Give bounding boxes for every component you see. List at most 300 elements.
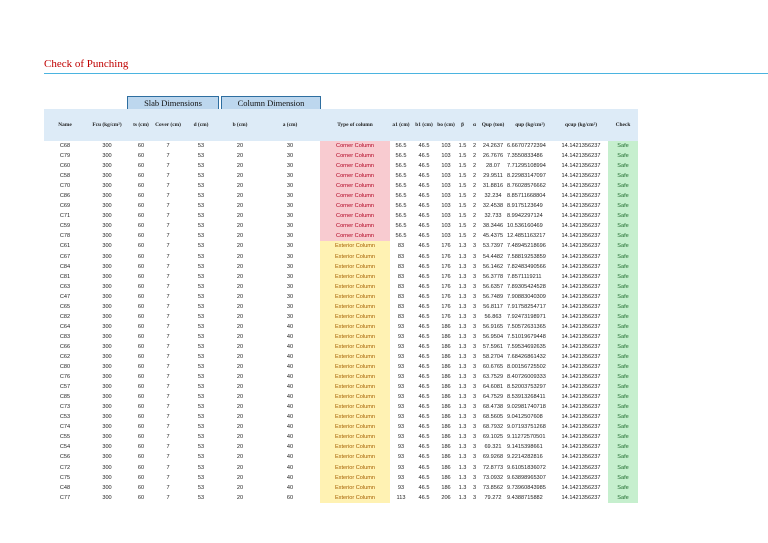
table-cell: 14.1421356237 [561, 293, 601, 300]
table-cell: 7 [166, 263, 170, 270]
table-row [44, 312, 638, 322]
table-cell: 103 [441, 173, 451, 180]
table-cell: Safe [608, 442, 638, 452]
table-cell: 46.5 [418, 313, 430, 320]
table-cell: 53 [197, 464, 205, 471]
table-cell: 46.5 [418, 273, 430, 280]
table-cell: 3 [472, 384, 477, 391]
table-cell: 186 [441, 414, 451, 421]
table-cell: 46.5 [418, 404, 430, 411]
table-cell: C60 [59, 163, 71, 170]
table-cell: 53 [197, 333, 205, 340]
table-cell: C59 [59, 223, 71, 230]
table-cell: 93 [397, 414, 405, 421]
table-cell: 14.1421356237 [561, 494, 601, 501]
sheet-title: Check of Punching [44, 58, 129, 70]
table-cell: 40 [286, 444, 294, 451]
table-cell: 60 [137, 183, 145, 190]
table-cell: 1.3 [458, 484, 467, 491]
table-cell: 7 [166, 474, 170, 481]
table-cell: 58.2704 [482, 354, 504, 360]
table-cell: 186 [441, 424, 451, 431]
table-cell: 20 [236, 333, 244, 340]
table-cell: 83 [397, 253, 405, 260]
table-cell: 46.5 [418, 434, 430, 441]
table-cell: 30 [286, 233, 294, 240]
table-cell: 20 [236, 374, 244, 381]
table-cell: 2 [472, 163, 477, 170]
table-cell: 20 [236, 263, 244, 270]
table-cell: Exterior Column [320, 322, 390, 332]
table-cell: 176 [441, 303, 451, 310]
table-cell: 14.1421356237 [561, 374, 601, 381]
table-cell: 93 [397, 364, 405, 371]
table-cell: Corner Column [320, 211, 390, 221]
table-cell: 8.22983147097 [507, 173, 546, 180]
table-cell: 103 [441, 183, 451, 190]
table-cell: 186 [441, 404, 451, 411]
table-cell: 7 [166, 333, 170, 340]
table-cell: 9.61051836072 [507, 464, 546, 471]
table-cell: 1.3 [458, 293, 467, 300]
column-header: b1 (cm) [415, 122, 433, 128]
table-cell: 14.1421356237 [561, 364, 601, 371]
table-row [44, 473, 638, 483]
table-cell: 53.7397 [482, 243, 504, 250]
table-cell: 176 [441, 243, 451, 250]
table-cell: 1.5 [458, 183, 467, 190]
column-header: Fcu (kg/cm²) [92, 122, 122, 128]
table-cell: C81 [59, 273, 71, 280]
table-cell: Exterior Column [320, 262, 390, 272]
table-cell: 176 [441, 293, 451, 300]
table-cell: 46.5 [418, 454, 430, 461]
table-cell: 46.5 [418, 163, 430, 170]
table-cell: 20 [236, 153, 244, 160]
table-cell: 8.53913268411 [507, 394, 546, 401]
table-cell: 1.3 [458, 404, 467, 411]
table-cell: Safe [608, 332, 638, 342]
table-cell: 3 [472, 414, 477, 421]
table-cell: 83 [397, 303, 405, 310]
table-cell: Exterior Column [320, 241, 390, 251]
table-cell: 6.66707272394 [507, 143, 546, 150]
table-cell: 7 [166, 364, 170, 371]
table-cell: 2 [472, 173, 477, 180]
table-cell: 60 [137, 283, 145, 290]
table-cell: 53 [197, 494, 205, 501]
table-cell: 7 [166, 494, 170, 501]
table-cell: 1.3 [458, 494, 467, 501]
table-cell: 7 [166, 424, 170, 431]
table-cell: 20 [236, 303, 244, 310]
table-cell: 14.1421356237 [561, 424, 601, 431]
table-cell: 7 [166, 153, 170, 160]
table-cell: 30 [286, 223, 294, 230]
table-cell: 300 [102, 303, 112, 310]
table-cell: 60 [137, 454, 145, 461]
table-cell: 7 [166, 444, 170, 451]
table-cell: 300 [102, 313, 112, 320]
table-cell: 300 [102, 394, 112, 401]
table-cell: 53 [197, 253, 205, 260]
table-cell: 186 [441, 484, 451, 491]
table-cell: 20 [236, 183, 244, 190]
table-cell: 7.8571119211 [507, 273, 542, 280]
table-cell: 1.5 [458, 213, 467, 220]
table-cell: 7 [166, 464, 170, 471]
table-cell: 53 [197, 153, 205, 160]
table-cell: 7.71295108994 [507, 163, 546, 170]
table-cell: 40 [286, 484, 294, 491]
table-row [44, 422, 638, 432]
table-cell: 60 [137, 173, 145, 180]
table-cell: 68.5605 [482, 414, 504, 421]
table-cell: 60 [137, 213, 145, 220]
table-cell: 7.91758254717 [507, 303, 546, 310]
table-cell: 300 [102, 474, 112, 481]
table-cell: C66 [59, 343, 71, 350]
table-cell: 300 [102, 333, 112, 340]
table-cell: 2 [472, 183, 477, 190]
table-cell: C72 [59, 464, 71, 471]
table-cell: 186 [441, 343, 451, 350]
table-cell: 60 [137, 343, 145, 350]
table-cell: 30 [286, 153, 294, 160]
table-cell: Safe [608, 181, 638, 191]
table-cell: 46.5 [418, 374, 430, 381]
table-cell: C85 [59, 394, 71, 401]
column-header: b (cm) [232, 122, 248, 128]
table-cell: 40 [286, 414, 294, 421]
table-cell: 1.5 [458, 163, 467, 170]
table-cell: Safe [608, 171, 638, 181]
table-cell: Safe [608, 362, 638, 372]
table-cell: 14.1421356237 [561, 163, 601, 170]
table-row [44, 463, 638, 473]
table-cell: 1.3 [458, 243, 467, 250]
table-cell: 46.5 [418, 323, 430, 330]
table-cell: 14.1421356237 [561, 173, 601, 180]
table-row [44, 352, 638, 362]
table-cell: Safe [608, 252, 638, 262]
table-cell: 20 [236, 494, 244, 501]
table-cell: Safe [608, 322, 638, 332]
table-cell: 186 [441, 474, 451, 481]
table-cell: Exterior Column [320, 282, 390, 292]
table-row [44, 362, 638, 372]
table-cell: 14.1421356237 [561, 323, 601, 330]
table-cell: 9.07193751268 [507, 424, 546, 431]
table-cell: 14.1421356237 [561, 454, 601, 461]
table-cell: 300 [102, 323, 112, 330]
table-cell: 9.4388715882 [507, 494, 543, 501]
table-cell: Safe [608, 201, 638, 211]
table-cell: 14.1421356237 [561, 384, 601, 391]
table-cell: 20 [236, 293, 244, 300]
table-cell: 93 [397, 323, 405, 330]
table-cell: 93 [397, 394, 405, 401]
table-cell: Corner Column [320, 231, 390, 241]
table-cell: 60 [137, 394, 145, 401]
table-cell: Exterior Column [320, 302, 390, 312]
table-cell: 7 [166, 293, 170, 300]
table-cell: 20 [236, 323, 244, 330]
table-cell: Safe [608, 292, 638, 302]
table-cell: 7 [166, 183, 170, 190]
table-cell: 64.7529 [482, 394, 504, 401]
table-cell: 46.5 [418, 464, 430, 471]
table-cell: 53 [197, 283, 205, 290]
table-cell: 3 [472, 454, 477, 461]
table-cell: 83 [397, 293, 405, 300]
table-cell: 1.3 [458, 283, 467, 290]
table-cell: 53 [197, 263, 205, 270]
table-cell: 300 [102, 173, 112, 180]
table-cell: 14.1421356237 [561, 333, 601, 340]
table-cell: 7 [166, 253, 170, 260]
table-cell: 68.7932 [482, 424, 504, 431]
table-cell: Safe [608, 151, 638, 161]
table-cell: 56.6357 [482, 283, 504, 290]
table-cell: 1.3 [458, 424, 467, 431]
table-cell: 60 [137, 243, 145, 250]
table-cell: 1.3 [458, 323, 467, 330]
table-cell: 46.5 [418, 364, 430, 371]
table-cell: 32.4538 [482, 203, 504, 210]
table-cell: 60 [137, 484, 145, 491]
column-header: qup (kg/cm²) [515, 122, 545, 128]
table-cell: 93 [397, 474, 405, 481]
table-cell: 30 [286, 313, 294, 320]
table-cell: 20 [236, 444, 244, 451]
table-cell: 3 [472, 474, 477, 481]
table-cell: 40 [286, 474, 294, 481]
table-cell: Exterior Column [320, 272, 390, 282]
table-cell: 60 [286, 494, 294, 501]
table-cell: 300 [102, 283, 112, 290]
table-cell: 46.5 [418, 484, 430, 491]
table-cell: 46.5 [418, 233, 430, 240]
table-cell: 30 [286, 143, 294, 150]
table-cell: 56.5 [395, 203, 407, 210]
table-cell: 53 [197, 444, 205, 451]
table-cell: 46.5 [418, 253, 430, 260]
table-cell: 7 [166, 303, 170, 310]
table-cell: Exterior Column [320, 483, 390, 493]
table-cell: 103 [441, 213, 451, 220]
table-cell: 46.5 [418, 143, 430, 150]
table-cell: C82 [59, 313, 71, 320]
table-cell: 103 [441, 163, 451, 170]
table-cell: 7 [166, 243, 170, 250]
table-cell: Exterior Column [320, 452, 390, 462]
table-cell: Safe [608, 272, 638, 282]
table-cell: 46.5 [418, 424, 430, 431]
table-cell: C64 [59, 323, 71, 330]
table-cell: 73.0932 [482, 474, 504, 481]
table-cell: 3 [472, 464, 477, 471]
table-cell: 40 [286, 374, 294, 381]
table-cell: 7 [166, 233, 170, 240]
table-cell: 29.9511 [483, 173, 503, 180]
table-cell: Exterior Column [320, 292, 390, 302]
table-cell: 1.3 [458, 343, 467, 350]
table-cell: 56.9165 [482, 323, 504, 330]
table-cell: Corner Column [320, 201, 390, 211]
table-cell: 53 [197, 193, 205, 200]
table-cell: 3 [472, 323, 477, 330]
table-cell: 20 [236, 364, 244, 371]
table-cell: 1.3 [458, 313, 467, 320]
table-cell: 53 [197, 384, 205, 391]
table-cell: C86 [59, 193, 71, 200]
table-cell: 300 [102, 444, 112, 451]
table-cell: 7 [166, 394, 170, 401]
table-cell: 300 [102, 414, 112, 421]
table-cell: 20 [236, 484, 244, 491]
table-cell: Safe [608, 262, 638, 272]
table-cell: 3 [472, 494, 477, 501]
table-cell: Safe [608, 312, 638, 322]
table-cell: 46.5 [418, 444, 430, 451]
column-header: Cover (cm) [155, 122, 181, 128]
table-cell: 1.3 [458, 333, 467, 340]
table-cell: 7.3550833486 [507, 153, 543, 160]
table-cell: Exterior Column [320, 392, 390, 402]
table-cell: Safe [608, 412, 638, 422]
table-cell: Exterior Column [320, 352, 390, 362]
table-cell: 7 [166, 173, 170, 180]
table-cell: 8.9175123649 [507, 203, 543, 210]
table-cell: Corner Column [320, 181, 390, 191]
table-cell: 53 [197, 163, 205, 170]
table-cell: 53 [197, 454, 205, 461]
table-cell: 93 [397, 424, 405, 431]
table-cell: 1.3 [458, 374, 467, 381]
table-cell: Corner Column [320, 191, 390, 201]
table-cell: 1.3 [458, 263, 467, 270]
table-cell: 176 [441, 283, 451, 290]
table-cell: 1.5 [458, 153, 467, 160]
table-row [44, 292, 638, 302]
table-cell: 300 [102, 203, 112, 210]
table-cell: 12.4851163217 [507, 233, 546, 240]
table-cell: Exterior Column [320, 402, 390, 412]
table-row [44, 191, 638, 201]
table-cell: 300 [102, 384, 112, 391]
table-cell: 14.1421356237 [561, 233, 601, 240]
table-cell: 53 [197, 424, 205, 431]
column-header: β [461, 122, 464, 128]
table-cell: 60 [137, 303, 145, 310]
table-cell: 186 [441, 434, 451, 441]
table-cell: 93 [397, 454, 405, 461]
table-cell: 30 [286, 213, 294, 220]
table-cell: 20 [236, 464, 244, 471]
table-cell: 40 [286, 333, 294, 340]
table-cell: 7.92473198971 [507, 313, 546, 320]
table-cell: 93 [397, 354, 405, 360]
table-cell: 30 [286, 203, 294, 210]
table-cell: 300 [102, 464, 112, 471]
table-row [44, 231, 638, 241]
table-cell: 3 [472, 354, 477, 360]
table-cell: 7 [166, 163, 170, 170]
table-cell: 46.5 [418, 173, 430, 180]
table-cell: 300 [102, 343, 112, 350]
table-cell: 32.234 [484, 193, 502, 200]
table-cell: 46.5 [418, 263, 430, 270]
table-cell: 38.3446 [482, 223, 504, 230]
table-cell: 1.3 [458, 454, 467, 461]
table-cell: 56.5 [395, 173, 407, 180]
table-cell: 3 [472, 333, 477, 340]
table-cell: C54 [59, 444, 71, 451]
table-cell: 20 [236, 414, 244, 421]
table-cell: 83 [397, 273, 405, 280]
table-cell: 2 [472, 213, 477, 220]
table-cell: C62 [59, 354, 71, 360]
table-cell: 30 [286, 243, 294, 250]
column-header: Qup (ton) [481, 122, 505, 128]
table-cell: Safe [608, 191, 638, 201]
table-cell: 2 [472, 143, 477, 150]
table-cell: 7 [166, 343, 170, 350]
table-cell: 60 [137, 444, 145, 451]
table-cell: Exterior Column [320, 473, 390, 483]
table-cell: C67 [59, 253, 71, 260]
table-cell: 24.2637 [482, 143, 504, 150]
table-cell: Safe [608, 231, 638, 241]
table-cell: 206 [441, 494, 451, 501]
table-cell: 40 [286, 454, 294, 461]
table-cell: 1.3 [458, 444, 467, 451]
table-cell: 14.1421356237 [561, 153, 601, 160]
table-cell: Corner Column [320, 141, 390, 151]
table-cell: 14.1421356237 [561, 484, 601, 491]
table-cell: 1.3 [458, 434, 467, 441]
table-cell: 1.3 [458, 364, 467, 371]
table-cell: 53 [197, 203, 205, 210]
table-cell: 40 [286, 343, 294, 350]
table-cell: 60 [137, 273, 145, 280]
table-cell: 60 [137, 263, 145, 270]
table-cell: C47 [59, 293, 71, 300]
table-cell: Safe [608, 473, 638, 483]
table-cell: 63.7529 [482, 374, 504, 381]
table-cell: 3 [472, 374, 477, 381]
table-cell: 20 [236, 394, 244, 401]
table-cell: 7 [166, 454, 170, 461]
table-cell: 83 [397, 243, 405, 250]
table-cell: 14.1421356237 [561, 183, 601, 190]
table-cell: 20 [236, 253, 244, 260]
table-cell: 7 [166, 143, 170, 150]
table-cell: 3 [472, 283, 477, 290]
table-cell: C76 [59, 374, 71, 381]
table-cell: 53 [197, 404, 205, 411]
table-row [44, 432, 638, 442]
table-cell: 93 [397, 444, 405, 451]
table-row [44, 262, 638, 272]
table-cell: 7 [166, 313, 170, 320]
table-cell: 56.1462 [482, 263, 504, 270]
table-cell: 7 [166, 404, 170, 411]
table-cell: Safe [608, 161, 638, 171]
table-cell: 1.3 [458, 414, 467, 421]
table-cell: 9.0412507608 [507, 414, 543, 421]
